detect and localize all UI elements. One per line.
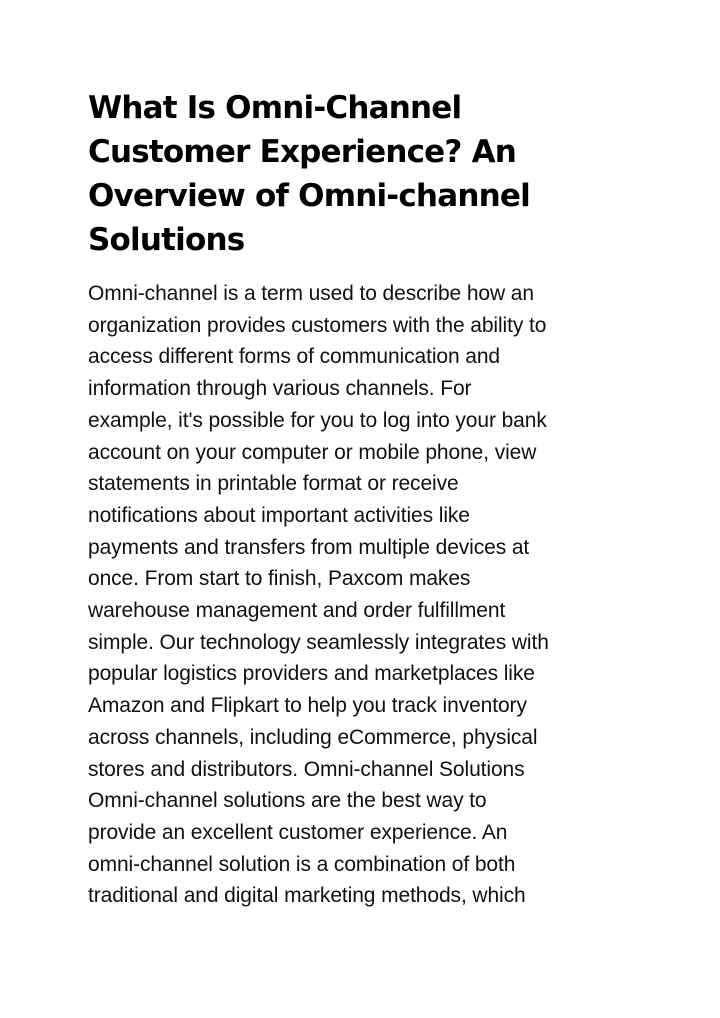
body-line: organization provides customers with the ability to xyxy=(88,313,547,337)
body-line: provide an excellent customer experience. An xyxy=(88,820,508,844)
body-line: Omni-channel is a term used to describe how an xyxy=(88,282,534,305)
title-line: Customer Experience? An xyxy=(88,134,517,170)
body-line: warehouse management and order fulfillment xyxy=(88,599,506,623)
body-line: omni-channel solution is a combination of both xyxy=(88,852,516,876)
document-title xyxy=(88,86,636,262)
body-line: example, it's possible for you to log into your bank xyxy=(88,408,547,432)
body-line: payments and transfers from multiple devices at xyxy=(88,535,530,559)
body-paragraph xyxy=(88,278,636,912)
document-content xyxy=(88,86,636,912)
body-line: stores and distributors. Omni-channel Solutions xyxy=(88,757,525,781)
body-line: popular logistics providers and marketplaces like xyxy=(88,662,535,686)
body-line: Omni-channel solutions are the best way to xyxy=(88,789,487,813)
title-line: Solutions xyxy=(88,222,245,258)
title-line: Overview of Omni-channel xyxy=(88,178,530,214)
body-line: access different forms of communication and xyxy=(88,345,501,369)
body-line: across channels, including eCommerce, physical xyxy=(88,725,538,749)
body-line: notifications about important activities like xyxy=(88,503,470,527)
body-line: once. From start to finish, Paxcom makes xyxy=(88,567,471,591)
body-line: Amazon and Flipkart to help you track inventory xyxy=(88,694,527,718)
body-line: simple. Our technology seamlessly integrates with xyxy=(88,630,549,654)
body-line: traditional and digital marketing methods, which xyxy=(88,884,526,908)
body-line: information through various channels. For xyxy=(88,377,472,401)
body-line: account on your computer or mobile phone, view xyxy=(88,440,537,464)
body-line: statements in printable format or receive xyxy=(88,472,459,496)
title-line: What Is Omni-Channel xyxy=(88,90,462,126)
